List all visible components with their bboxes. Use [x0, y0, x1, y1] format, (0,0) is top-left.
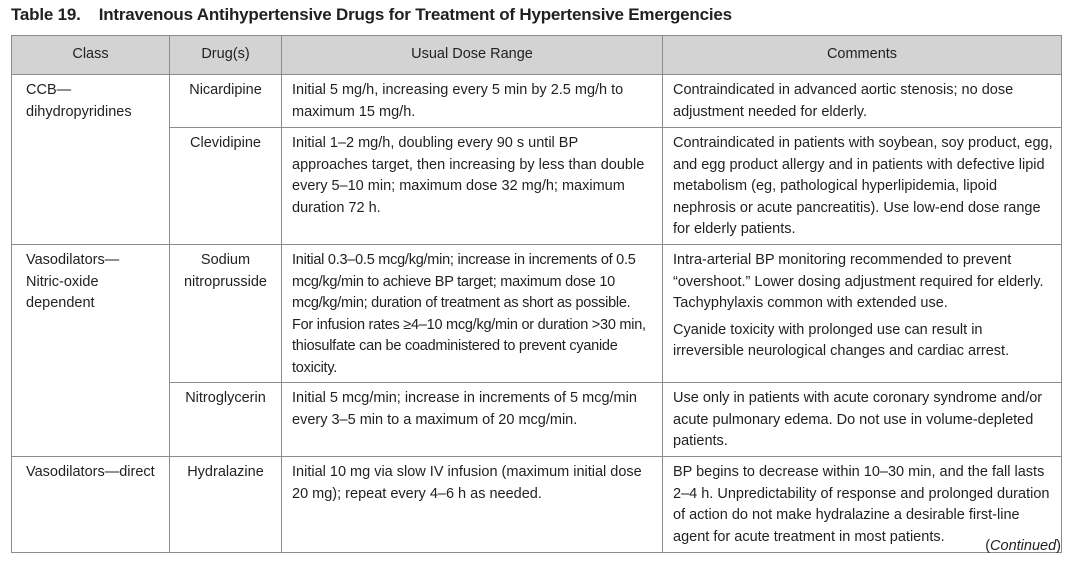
- table-row: [12, 75, 1062, 128]
- dose-cell: Initial 10 mg via slow IV infusion (maximum initial dose 20 mg); repeat every 4–6 h as needed.: [282, 457, 663, 553]
- comments-cell: [663, 128, 1062, 245]
- drug-cell: Clevidipine: [170, 128, 282, 245]
- class-line: dependent: [26, 295, 95, 311]
- class-cell: Vasodilators—direct: [12, 457, 170, 553]
- class-cell: [12, 75, 170, 245]
- class-line: Nitric-oxide: [26, 273, 99, 290]
- dose-cell: Initial 0.3–0.5 mcg/kg/min; increase in increments of 0.5 mcg/kg/min to achieve BP target; maximum dose 10 mcg/kg/min; duration of treatment as short as possible. For infusion rates ≥4–10 mcg/kg/min or duration >30 min, thiosulfate can be coadministered to prevent cyanide toxicity.: [282, 245, 663, 383]
- drug-table: [11, 35, 1062, 553]
- table-number: Table 19.: [11, 5, 81, 24]
- class-line: Vasodilators—: [26, 252, 120, 268]
- table-row: [12, 245, 1062, 383]
- drug-cell: Nicardipine: [170, 75, 282, 128]
- dose-cell: Initial 5 mcg/min; increase in increments of 5 mcg/min every 3–5 min to a maximum of 20 mcg/min.: [282, 383, 663, 457]
- drug-line: nitroprusside: [183, 273, 267, 290]
- continued-text: Continued: [990, 538, 1057, 554]
- table-row: [12, 457, 1062, 553]
- continued-note: (Continued): [985, 538, 1061, 554]
- comment-paragraph: Use only in patients with acute coronary syndrome and/or acute pulmonary edema. Do not use in volume-depleted patients.: [673, 390, 1043, 449]
- comment-paragraph: Cyanide toxicity with prolonged use can result in irreversible neurological changes and cardiac arrest.: [673, 321, 1010, 359]
- comments-cell: [663, 383, 1062, 457]
- comment-paragraph: Contraindicated in patients with soybean, soy product, egg, and egg product allergy and in patients with defective lipid metabolism (eg, pathological hyperlipidemia, lipoid nephrosis or acute pancreatitis). Use low-end dose range for elderly patients.: [673, 135, 1053, 237]
- table-title: [11, 5, 732, 25]
- table-row: [12, 128, 1062, 245]
- comment-paragraph: Intra-arterial BP monitoring recommended to prevent “overshoot.” Lower dosing adjustment required for elderly. Tachyphylaxis common with extended use.: [673, 252, 1044, 311]
- drug-line: Sodium: [200, 252, 251, 268]
- class-cell: [12, 245, 170, 457]
- column-header-dose: Usual Dose Range: [282, 36, 663, 75]
- drug-cell: [170, 245, 282, 383]
- class-line: CCB—: [26, 82, 72, 98]
- column-header-drugs: Drug(s): [170, 36, 282, 75]
- drug-cell: Nitroglycerin: [170, 383, 282, 457]
- dose-cell: Initial 1–2 mg/h, doubling every 90 s until BP approaches target, then increasing by less than double every 5–10 min; maximum dose 32 mg/h; maximum duration 72 h.: [282, 128, 663, 245]
- column-header-class: Class: [12, 36, 170, 75]
- comment-paragraph: BP begins to decrease within 10–30 min, and the fall lasts 2–4 h. Unpredictability of response and prolonged duration of action do not make hydralazine a desirable first-line agent for acute treatment in most patients.: [673, 464, 1050, 545]
- column-header-comments: Comments: [663, 36, 1062, 75]
- class-line: dihydropyridines: [26, 103, 132, 120]
- drug-cell: Hydralazine: [170, 457, 282, 553]
- dose-cell: Initial 5 mg/h, increasing every 5 min by 2.5 mg/h to maximum 15 mg/h.: [282, 75, 663, 128]
- comment-paragraph: Contraindicated in advanced aortic stenosis; no dose adjustment needed for elderly.: [673, 82, 1014, 120]
- table-title-text: Intravenous Antihypertensive Drugs for Treatment of Hypertensive Emergencies: [98, 5, 732, 24]
- table-row: [12, 383, 1062, 457]
- header-row: [12, 36, 1062, 75]
- comments-cell: [663, 245, 1062, 383]
- comments-cell: [663, 75, 1062, 128]
